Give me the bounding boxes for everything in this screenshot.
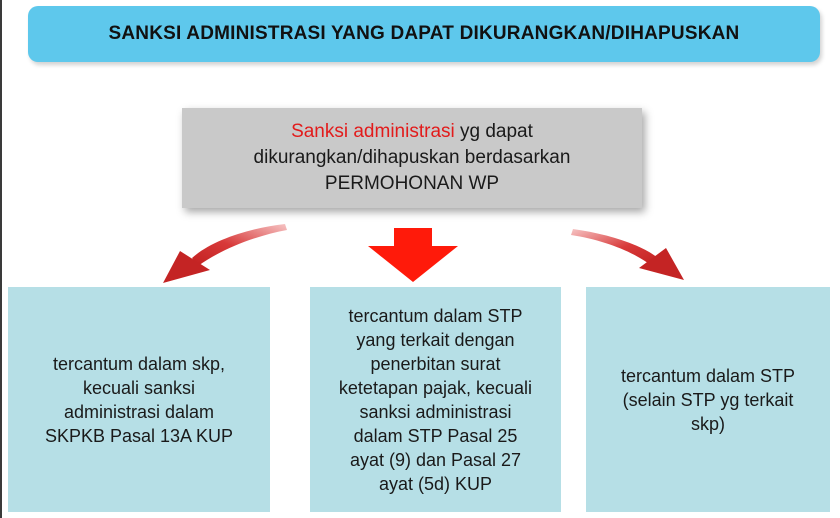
box-skp-line: administrasi dalam: [63, 401, 215, 422]
box-stp-other-line: (selain STP yg terkait: [622, 389, 794, 410]
center-box: [182, 108, 642, 208]
box-stp-other-line: skp): [690, 413, 725, 434]
down-arrow-icon: [368, 228, 458, 282]
page-title: SANKSI ADMINISTRASI YANG DAPAT DIKURANGKAN/DIHAPUSKAN: [108, 23, 740, 44]
box-stp-other-line: tercantum dalam STP: [620, 365, 796, 386]
box-stp-related-line: dalam STP Pasal 25: [353, 425, 518, 446]
curved-arrow-left-icon: [163, 224, 287, 283]
box-stp-other-text: [611, 364, 805, 436]
box-stp-related-line: sanksi administrasi: [359, 401, 512, 422]
box-stp-related-line: ayat (9) dan Pasal 27: [349, 449, 522, 470]
center-text: [254, 119, 571, 197]
box-stp-related-line: tercantum dalam STP: [348, 305, 523, 326]
box-skp-line: kecuali sanksi: [82, 377, 196, 398]
left-border-line: [0, 0, 2, 518]
box-skp-line: tercantum dalam skp,: [52, 353, 226, 374]
center-highlight: Sanksi administrasi: [291, 121, 455, 142]
box-stp-related-line: ayat (5d) KUP: [378, 473, 493, 494]
box-stp-related-line: penerbitan surat: [370, 353, 501, 374]
curved-arrow-right-icon: [571, 229, 684, 280]
title-banner: [28, 6, 820, 62]
box-skp: [8, 287, 270, 512]
center-line2: dikurangkan/dihapuskan berdasarkan: [253, 147, 571, 168]
center-line3: PERMOHONAN WP: [324, 173, 500, 194]
box-stp-related-line: yang terkait dengan: [356, 329, 515, 350]
center-line1-rest: yg dapat: [454, 121, 533, 142]
box-skp-line: SKPKB Pasal 13A KUP: [44, 425, 234, 446]
box-skp-text: [35, 352, 243, 448]
box-stp-other: [586, 287, 830, 512]
box-stp-related: [310, 287, 561, 512]
box-stp-related-line: ketetapan pajak, kecuali: [338, 377, 533, 398]
box-stp-related-text: [329, 304, 542, 496]
